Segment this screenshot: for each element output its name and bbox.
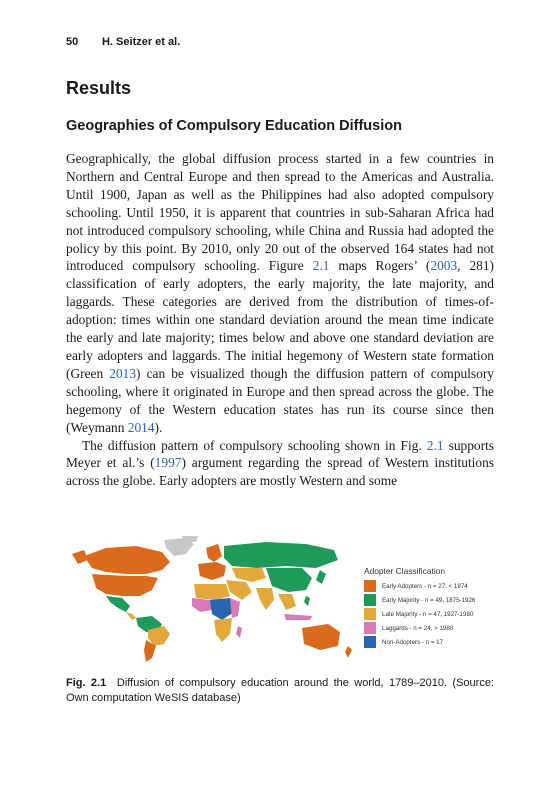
p1-text-3: , 281) classification of early adopters, the early majority, the late majority, and laggards. These categories are derived from the distribution of times-of-adoption: times within one standard deviation around the mean time indicate the early and late majority; times below and above one standard deviation are early adopters and laggards. The initial hegemony of Western state formation (Green xyxy=(66,258,494,381)
map-philippines xyxy=(304,596,310,606)
legend-label: Early Majority - n = 49, 1875-1926 xyxy=(382,596,476,604)
caption-label: Fig. 2.1 xyxy=(66,677,107,689)
legend-item-non-adopters xyxy=(364,636,475,648)
map-russia xyxy=(224,542,338,568)
map-europe xyxy=(198,562,226,580)
legend-item-early-majority xyxy=(364,594,475,606)
paragraph-1 xyxy=(66,150,494,437)
map-mexico xyxy=(106,596,130,612)
running-header xyxy=(66,36,180,48)
legend-label: Late Majority - n = 47, 1927-1980 xyxy=(382,610,474,618)
p1-text-5: ). xyxy=(154,419,163,435)
p2-text-2: supports Meyer et al.’s ( xyxy=(66,437,495,471)
running-title: H. Seitzer et al. xyxy=(102,36,181,48)
legend-label: Non-Adopters - n = 17 xyxy=(382,638,444,646)
figure-ref-link[interactable]: 2.1 xyxy=(312,258,330,274)
citation-weymann-link[interactable]: 2014 xyxy=(127,419,155,435)
legend-label: Laggards - n = 24, > 1980 xyxy=(382,624,454,632)
map-no-data-region xyxy=(182,536,198,542)
map-east-africa xyxy=(230,598,240,618)
map-southern-africa xyxy=(214,618,232,642)
map-west-africa xyxy=(192,598,212,612)
figure-caption xyxy=(66,676,494,706)
legend-title: Adopter Classification xyxy=(364,566,445,576)
map-madagascar xyxy=(236,626,242,638)
p1-text-1: Geographically, the global diffusion process started in a few countries in Northern and Central Europe and then spread to the Americas and Australia. Until 1900, Japan as well as the Philippines had also adopted compulsory schooling. Until 1950, it is apparent that countries in sub-Saharan Africa had not introduced compulsory schooling, while China and Russia had adopted the policy by this point. By 2010, only 20 out of the observed 164 states had not introduced compulsory schooling. Figure xyxy=(66,151,494,274)
citation-rogers-link[interactable]: 2003 xyxy=(430,258,458,274)
p2-text-3: ) argument regarding the spread of Western institutions across the globe. Early adopters are mostly Western and some xyxy=(66,455,495,489)
legend-swatch xyxy=(364,608,376,620)
section-title: Results xyxy=(66,78,132,98)
legend-item-laggards xyxy=(364,622,475,634)
map-usa xyxy=(92,574,158,596)
subsection-title: Geographies of Compulsory Education Diffusion xyxy=(66,118,402,134)
citation-green-link[interactable]: 2013 xyxy=(109,365,137,381)
figure-ref-link[interactable]: 2.1 xyxy=(426,437,444,453)
map-north-africa xyxy=(194,584,230,600)
legend-label: Early Adopters - n = 27, < 1874 xyxy=(382,582,468,590)
citation-meyer-link[interactable]: 1997 xyxy=(154,455,182,471)
map-china xyxy=(266,568,312,592)
figure-2-1 xyxy=(66,534,496,664)
map-alaska xyxy=(72,550,88,564)
legend-item-early-adopters xyxy=(364,580,475,592)
map-indonesia xyxy=(284,614,312,620)
p1-text-2: maps Rogers’ ( xyxy=(329,258,431,274)
legend-swatch xyxy=(364,622,376,634)
paragraph-2 xyxy=(66,437,494,491)
map-india xyxy=(256,588,274,610)
map-legend xyxy=(364,566,475,650)
map-middle-east xyxy=(226,580,252,600)
map-japan xyxy=(316,570,326,584)
p1-text-4: ) can be visualized though the diffusion pattern of compulsory schooling, where it originated in Europe and then spread across the globe. The hegemony of the Western education states has run its course since then (Weymann xyxy=(66,365,494,435)
body-text xyxy=(66,150,494,490)
map-australia xyxy=(302,624,340,650)
map-central-america xyxy=(126,612,136,620)
legend-swatch xyxy=(364,594,376,606)
map-new-zealand xyxy=(345,646,352,658)
page-number: 50 xyxy=(66,36,79,48)
map-scandinavia xyxy=(206,544,222,562)
world-map xyxy=(66,534,356,664)
legend-item-late-majority xyxy=(364,608,475,620)
map-southeast-asia xyxy=(278,594,296,610)
legend-swatch xyxy=(364,636,376,648)
p2-text-1: The diffusion pattern of compulsory schooling shown in Fig. xyxy=(82,437,427,453)
map-central-asia xyxy=(232,568,266,582)
caption-text: Diffusion of compulsory education around the world, 1789–2010. (Source: Own computation WeSIS database) xyxy=(66,677,494,704)
legend-swatch xyxy=(364,580,376,592)
map-canada xyxy=(84,546,170,574)
